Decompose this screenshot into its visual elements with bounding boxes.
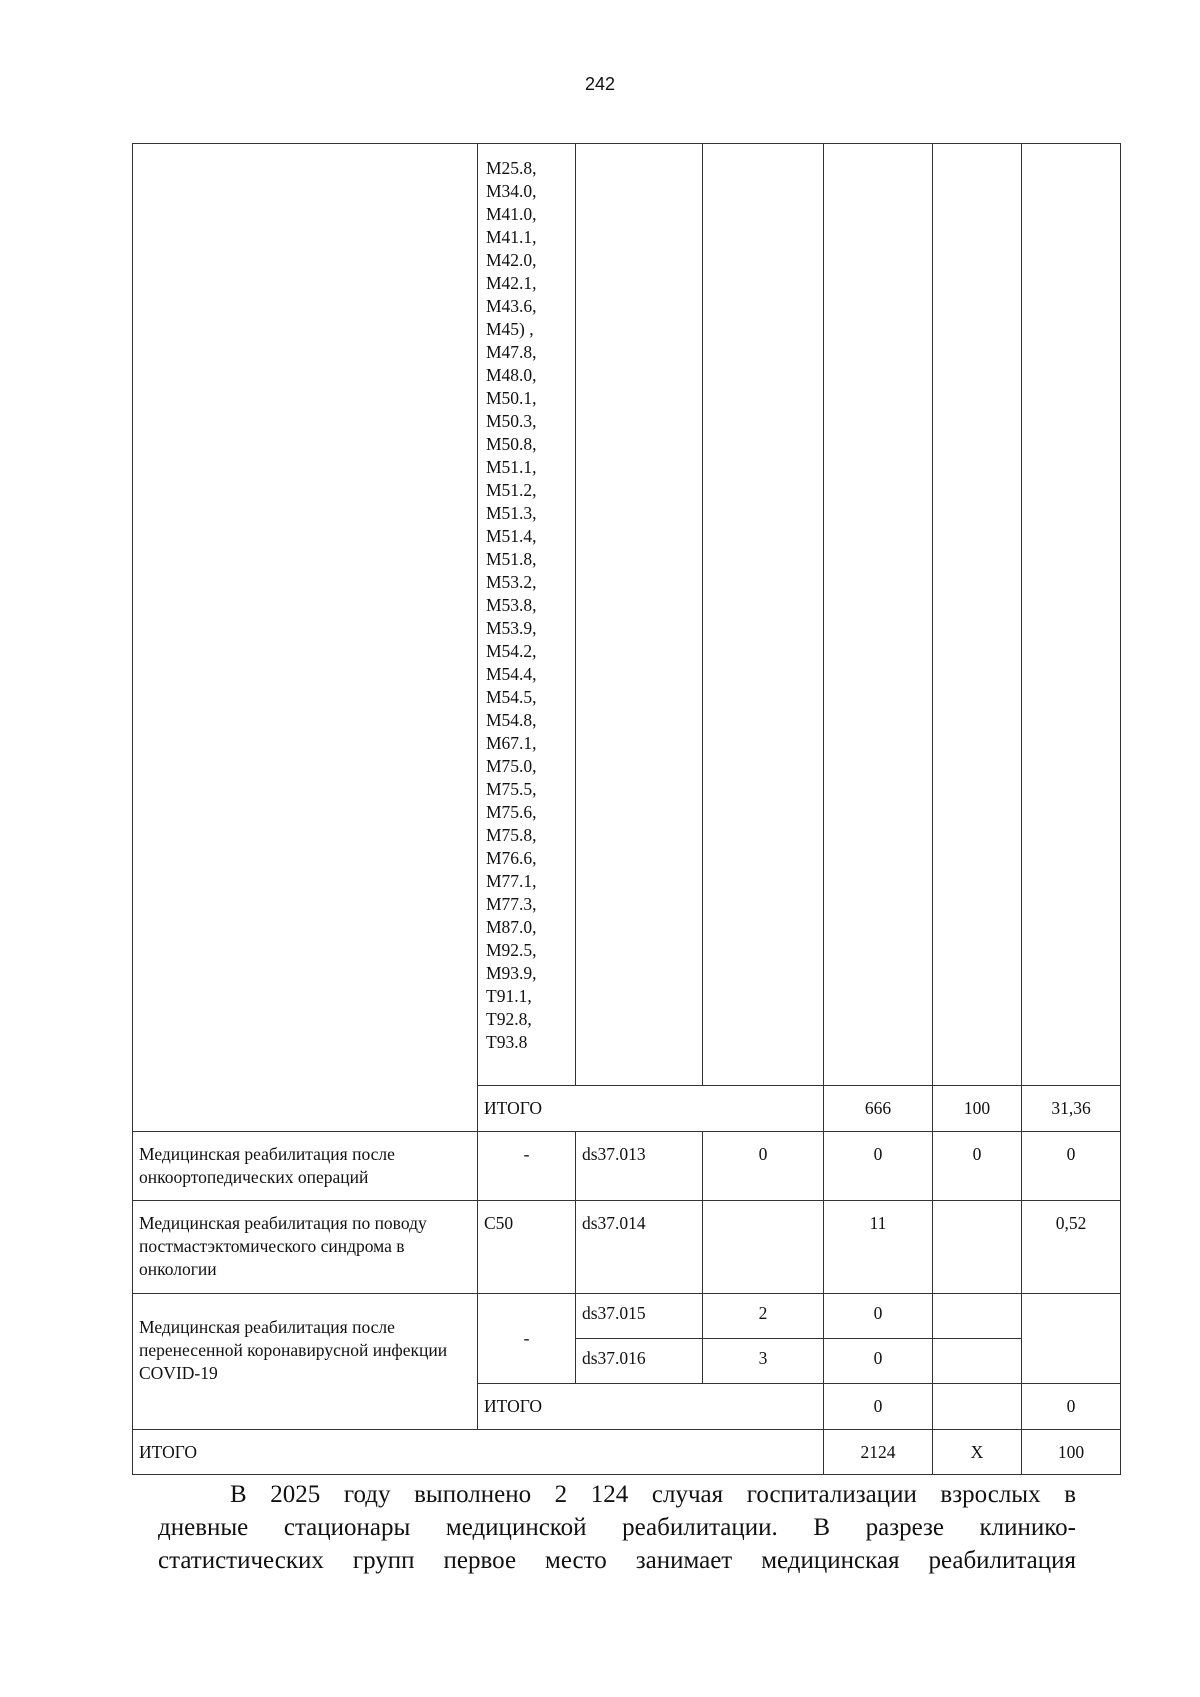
mkb-code-item: T92.8, [486,1009,532,1029]
paragraph-line-2: дневные стационары медицинской реабилитации. В разрезе клинико- [158,1514,1076,1541]
table-row-codes [133,144,1121,1086]
mkb-code-item: M50.1, [486,388,537,408]
mkb-code-item: M47.8, [486,342,537,362]
onco-ortho-name: Медицинская реабилитация после онкоортопедических операций [133,1132,478,1201]
covid-1-pct-group [933,1294,1022,1339]
mkb-code-item: M75.6, [486,802,537,822]
onco-ortho-pct-total: 0 [1022,1132,1121,1201]
covid-subtotal-pct-total: 0 [1022,1384,1121,1430]
page-number: 242 [584,74,616,94]
mkb-code-item: M76.6, [486,848,537,868]
mkb-code-item: M41.0, [486,204,537,224]
statistics-table [132,143,1121,1475]
mastectomy-pct-total: 0,52 [1022,1201,1121,1294]
mkb-code-item: M54.2, [486,641,537,661]
mkb-code-item: M75.0, [486,756,537,776]
grand-total-pct-group: X [933,1430,1022,1475]
covid-subtotal-count: 0 [824,1384,933,1430]
mkb-code-item: T93.8 [486,1032,528,1052]
onco-ortho-count: 0 [824,1132,933,1201]
mkb-code-item: M51.4, [486,526,537,546]
mkb-code-item: M42.0, [486,250,537,270]
covid-1-count: 0 [824,1294,933,1339]
mkb-code-item: M25.8, [486,158,537,178]
mkb-code-item: M51.3, [486,503,537,523]
covid-2-count: 0 [824,1339,933,1384]
mkb-code-item: M77.1, [486,871,537,891]
onco-ortho-ksg: ds37.013 [576,1132,703,1201]
plan-cell-empty [703,144,824,1086]
mkb-code-item: M48.0, [486,365,537,385]
mastectomy-pct-group [933,1201,1022,1294]
pct-group-cell-empty [933,144,1022,1086]
grand-total-count: 2124 [824,1430,933,1475]
mkb-code-item: M54.5, [486,687,537,707]
mkb-code-item: M53.2, [486,572,537,592]
table-row-mastectomy [133,1201,1121,1294]
mkb-code-item: M54.8, [486,710,537,730]
subtotal-1-pct-group: 100 [933,1086,1022,1132]
table-row-grand-total [133,1430,1121,1475]
mkb-code-item: M42.1, [486,273,537,293]
mkb-code-item: M53.9, [486,618,537,638]
mkb-code-item: M92.5, [486,940,537,960]
group-name-cell-continued [133,144,478,1132]
mkb-codes-cell [478,144,576,1086]
mkb-code-item: M50.3, [486,411,537,431]
covid-2-ksg: ds37.016 [576,1339,703,1384]
covid-pct-total-empty [1022,1294,1121,1384]
covid-mkb: - [478,1294,576,1384]
covid-2-pct-group [933,1339,1022,1384]
mkb-code-item: M93.9, [486,963,537,983]
pct-total-cell-empty [1022,144,1121,1086]
mkb-codes-list [486,157,569,1054]
mkb-code-item: M45) , [486,319,534,339]
mkb-code-item: M43.6, [486,296,537,316]
mastectomy-mkb: C50 [478,1201,576,1294]
paragraph-line-3: статистических групп первое место занимает медицинская реабилитация [158,1547,1076,1574]
grand-total-pct-total: 100 [1022,1430,1121,1475]
mkb-code-item: M75.8, [486,825,537,845]
onco-ortho-pct-group: 0 [933,1132,1022,1201]
covid-1-ksg: ds37.015 [576,1294,703,1339]
count-cell-empty [824,144,933,1086]
mkb-code-item: M54.4, [486,664,537,684]
mkb-code-item: M77.3, [486,894,537,914]
mkb-code-item: M34.0, [486,181,537,201]
subtotal-1-label: ИТОГО [478,1086,824,1132]
onco-ortho-mkb: - [478,1132,576,1201]
table-row-covid-1 [133,1294,1121,1339]
mkb-code-item: M51.2, [486,480,537,500]
mastectomy-count: 11 [824,1201,933,1294]
mkb-code-item: M53.8, [486,595,537,615]
covid-2-plan: 3 [703,1339,824,1384]
paragraph-line-1: В 2025 году выполнено 2 124 случая госпитализации взрослых в [230,1481,1076,1508]
mastectomy-name: Медицинская реабилитация по поводу постмастэктомического синдрома в онкологии [133,1201,478,1294]
ksg-cell-empty [576,144,703,1086]
mkb-code-item: M50.8, [486,434,537,454]
covid-1-plan: 2 [703,1294,824,1339]
onco-ortho-plan: 0 [703,1132,824,1201]
mkb-code-item: M41.1, [486,227,537,247]
subtotal-1-count: 666 [824,1086,933,1132]
mkb-code-item: M51.8, [486,549,537,569]
covid-name: Медицинская реабилитация после перенесенной коронавирусной инфекции COVID-19 [133,1294,478,1430]
mkb-code-item: M67.1, [486,733,537,753]
mkb-code-item: T91.1, [486,986,532,1006]
mkb-code-item: M75.5, [486,779,537,799]
covid-subtotal-pct-group [933,1384,1022,1430]
subtotal-1-pct-total: 31,36 [1022,1086,1121,1132]
grand-total-label: ИТОГО [133,1430,824,1475]
mastectomy-ksg: ds37.014 [576,1201,703,1294]
body-paragraph [158,1478,1076,1577]
table-row-onco-ortho [133,1132,1121,1201]
mkb-code-item: M51.1, [486,457,537,477]
mastectomy-plan [703,1201,824,1294]
covid-subtotal-label: ИТОГО [478,1384,824,1430]
statistics-table-wrapper [132,143,1121,1475]
mkb-code-item: M87.0, [486,917,537,937]
